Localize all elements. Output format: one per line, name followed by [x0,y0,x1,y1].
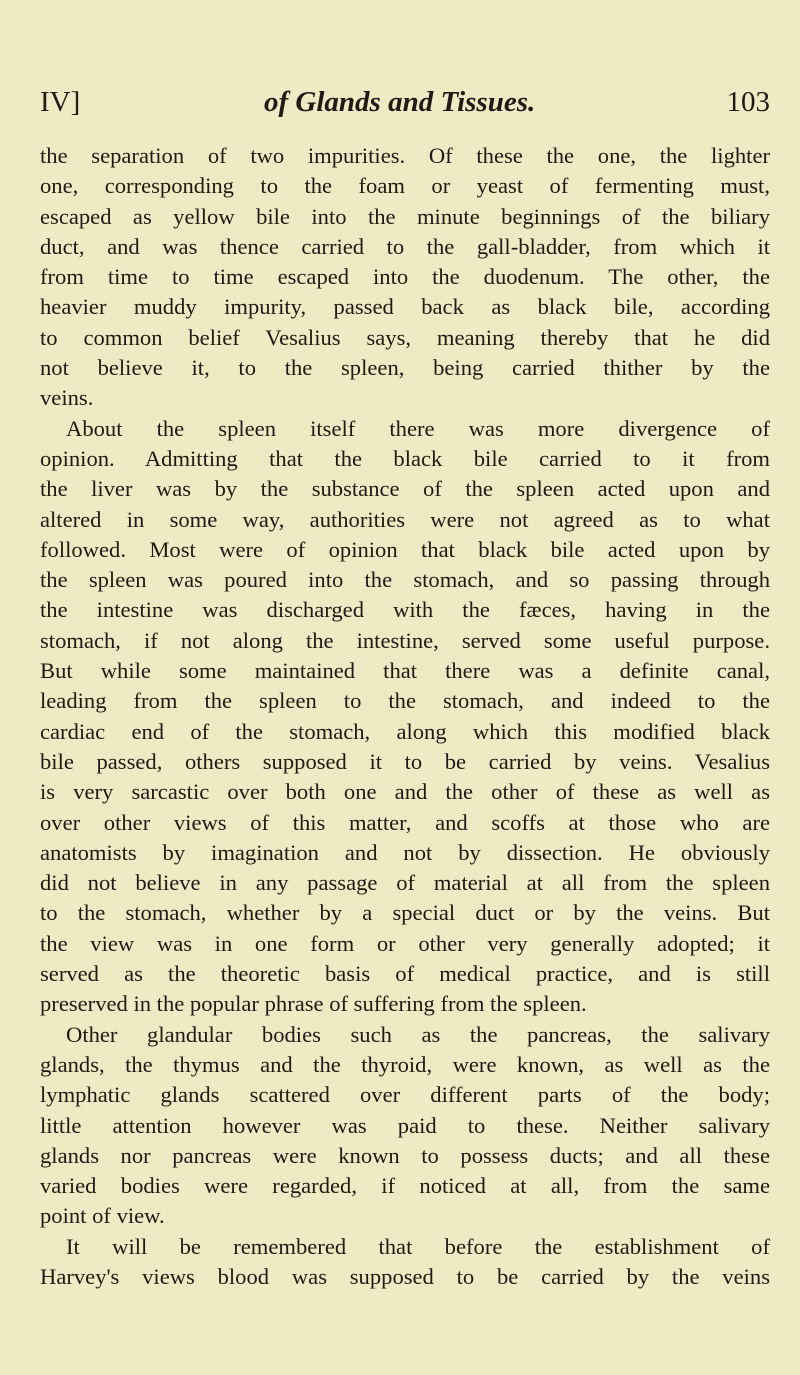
text-line: bile passed, others supposed it to be carried by veins. Vesalius [40,748,770,774]
text-line: cardiac end of the stomach, along which this modified black [40,718,770,744]
chapter-number: IV] [40,86,81,118]
text-line: did not believe in any passage of material at all from the spleen [40,870,770,896]
text-line: anatomists by imagination and not by dissection. He obviously [40,839,770,865]
running-head [40,82,770,122]
text-line: varied bodies were regarded, if noticed at all, from the same [40,1173,770,1199]
text-line: the intestine was discharged with the fæces, having in the [40,597,770,623]
paragraph [40,141,770,414]
paragraph [40,414,770,1020]
text-line: escaped as yellow bile into the minute beginnings of the biliary [40,203,770,229]
text-line: opinion. Admitting that the black bile carried to it from [40,445,770,471]
text-line: glands nor pancreas were known to possess ducts; and all these [40,1142,770,1168]
text-line: Harvey's views blood was supposed to be carried by the veins [40,1263,770,1289]
text-line: preserved in the popular phrase of suffering from the spleen. [40,991,587,1017]
text-line: altered in some way, authorities were not agreed as to what [40,506,770,532]
text-line: little attention however was paid to these. Neither salivary [40,1112,770,1138]
text-line: About the spleen itself there was more divergence of [66,415,770,441]
text-line: over other views of this matter, and scoffs at those who are [40,809,770,835]
paragraph [40,1020,770,1232]
text-line: from time to time escaped into the duodenum. The other, the [40,264,770,290]
text-line: the separation of two impurities. Of these the one, the lighter [40,143,770,168]
text-line: not believe it, to the spleen, being carried thither by the [40,355,770,381]
text-line: veins. [40,385,94,411]
text-line: the liver was by the substance of the spleen acted upon and [40,476,770,502]
running-title: of Glands and Tissues. [264,86,536,118]
text-line: followed. Most were of opinion that black bile acted upon by [40,536,770,562]
text-line: the spleen was poured into the stomach, and so passing through [40,567,770,593]
body-text [40,141,770,1292]
paragraph [40,1232,770,1293]
text-line: is very sarcastic over both one and the other of these as well as [40,779,770,805]
page-number: 103 [726,86,770,118]
text-line: one, corresponding to the foam or yeast of fermenting must, [40,173,770,199]
text-line: served as the theoretic basis of medical practice, and is still [40,961,770,987]
text-line: It will be remembered that before the establishment of [66,1233,770,1259]
text-line: point of view. [40,1203,165,1229]
text-line: leading from the spleen to the stomach, and indeed to the [40,688,770,714]
text-line: heavier muddy impurity, passed back as black bile, according [40,294,770,320]
text-line: to common belief Vesalius says, meaning thereby that he did [40,324,770,350]
text-line: But while some maintained that there was a definite canal, [40,658,770,684]
text-line: duct, and was thence carried to the gall-bladder, from which it [40,233,770,259]
text-line: glands, the thymus and the thyroid, were known, as well as the [40,1051,770,1077]
text-line: lymphatic glands scattered over different parts of the body; [40,1082,770,1108]
text-line: to the stomach, whether by a special duct or by the veins. But [40,900,770,926]
text-line: Other glandular bodies such as the pancreas, the salivary [66,1021,770,1047]
text-line: stomach, if not along the intestine, served some useful purpose. [40,627,770,653]
text-line: the view was in one form or other very generally adopted; it [40,930,770,956]
